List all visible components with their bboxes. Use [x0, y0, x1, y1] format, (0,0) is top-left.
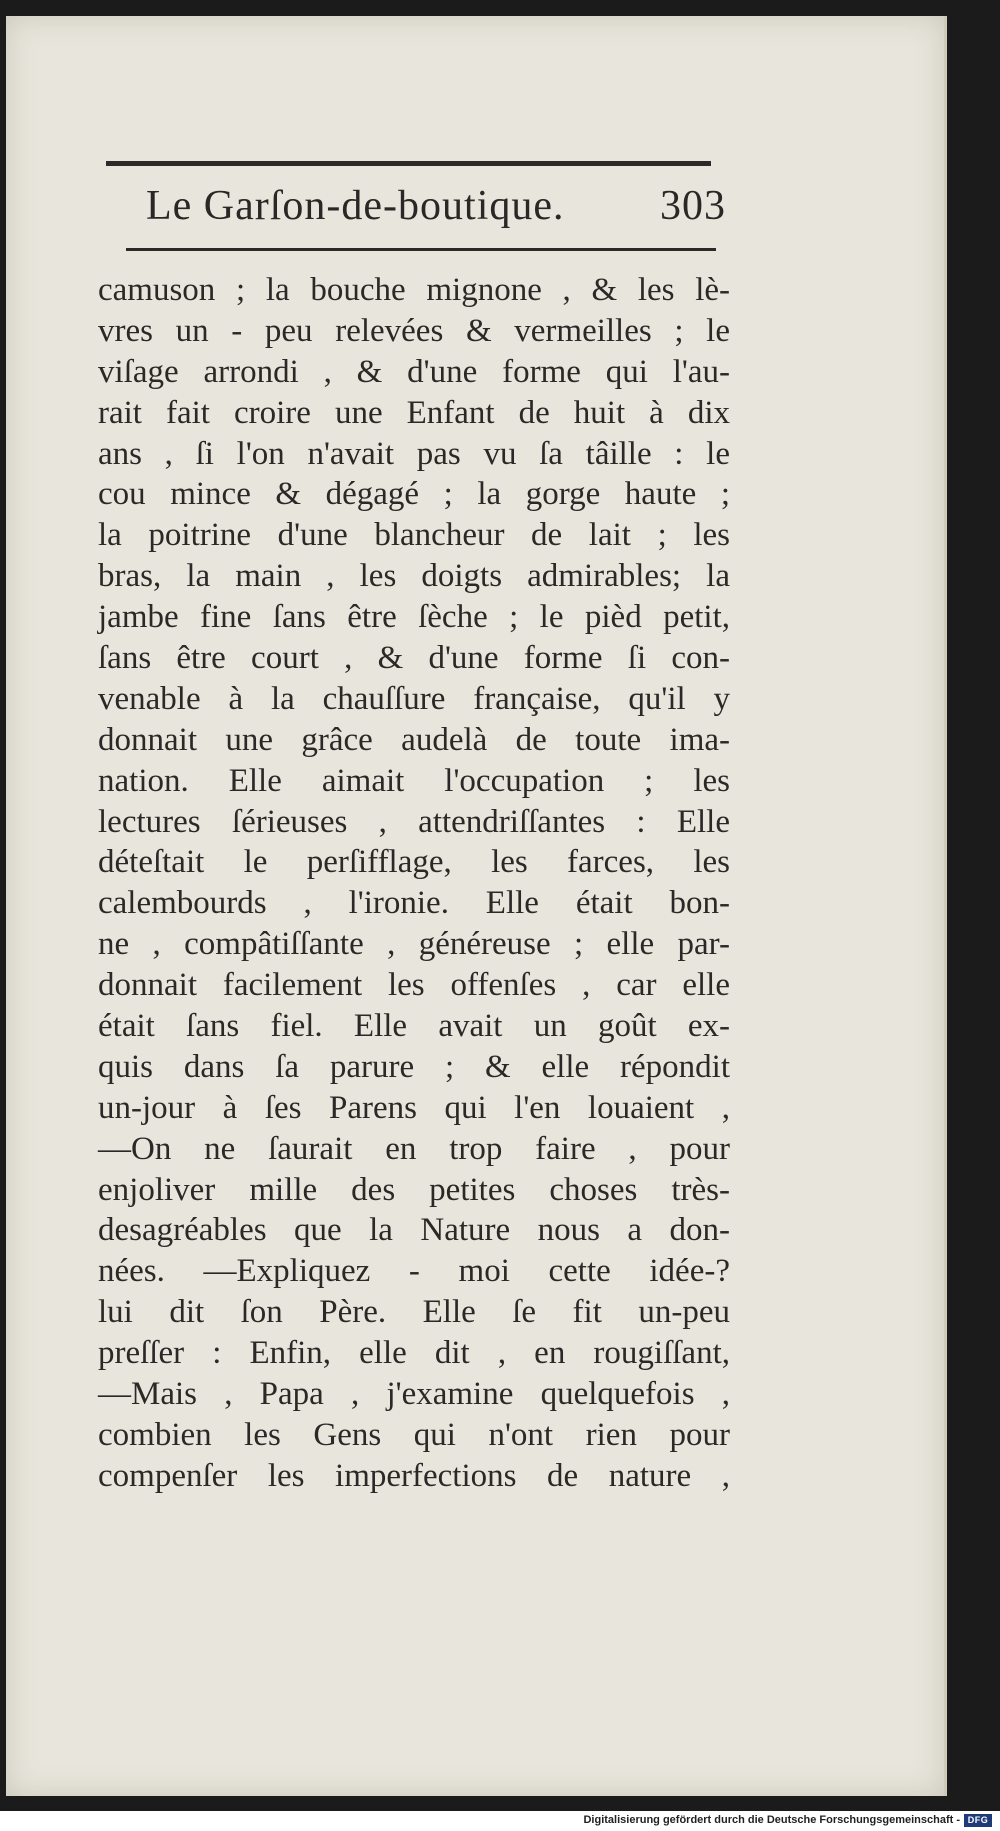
text-line: ans , ſi l'on n'avait pas vu ſa tâille : le — [98, 435, 730, 472]
text-line: calembourds , l'ironie. Elle était bon- — [98, 885, 730, 922]
running-head — [146, 182, 726, 242]
header-rule-top — [106, 161, 711, 166]
text-line: enjoliver mille des petites choses très- — [98, 1171, 730, 1208]
text-line: rait fait croire une Enfant de huit à dix — [98, 394, 730, 431]
text-line: ne , compâtiſſante , généreuse ; elle par- — [98, 926, 730, 963]
text-line: un-jour à ſes Parens qui l'en louaient , — [98, 1089, 730, 1126]
text-line: était ſans fiel. Elle avait un goût ex- — [98, 1008, 730, 1045]
digitization-footer — [0, 1811, 1000, 1831]
text-line: compenſer les imperfections de nature , — [98, 1457, 730, 1494]
text-line: preſſer : Enfin, elle dit , en rougiſſant, — [98, 1335, 730, 1372]
text-line: quis dans ſa parure ; & elle répondit — [98, 1048, 730, 1085]
text-line: combien les Gens qui n'ont rien pour — [98, 1416, 730, 1453]
text-line: donnait facilement les offenſes , car elle — [98, 967, 730, 1004]
text-line: viſage arrondi , & d'une forme qui l'au- — [98, 353, 730, 390]
text-line: —On ne ſaurait en trop faire , pour — [98, 1130, 730, 1167]
text-line: venable à la chauſſure française, qu'il y — [98, 680, 730, 717]
text-line: la poitrine d'une blancheur de lait ; les — [98, 517, 730, 554]
text-line: lectures ſérieuses , attendriſſantes : Elle — [98, 803, 730, 840]
running-title: Le Garſon-de-boutique. — [146, 183, 565, 229]
text-line: nation. Elle aimait l'occupation ; les — [98, 762, 730, 799]
text-line: nées. —Expliquez - moi cette idée-? — [98, 1253, 730, 1290]
text-line: ſans être court , & d'une forme ſi con- — [98, 640, 730, 677]
funding-credit: Digitalisierung gefördert durch die Deutsche Forschungsgemeinschaft - — [583, 1814, 960, 1826]
text-line: desagréables que la Nature nous a don- — [98, 1212, 730, 1249]
text-line: bras, la main , les doigts admirables; la — [98, 558, 730, 595]
text-line: jambe fine ſans être ſèche ; le pièd petit, — [98, 599, 730, 636]
text-line: déteſtait le perſifflage, les farces, les — [98, 844, 730, 881]
text-line: vres un - peu relevées & vermeilles ; le — [98, 312, 730, 349]
text-line: lui dit ſon Père. Elle ſe fit un-peu — [98, 1294, 730, 1331]
body-text — [98, 270, 730, 1497]
dfg-logo: DFG — [964, 1814, 992, 1827]
text-line: —Mais , Papa , j'examine quelquefois , — [98, 1376, 730, 1413]
text-line: camuson ; la bouche mignone , & les lè- — [98, 272, 730, 308]
book-page — [6, 16, 947, 1796]
text-line: donnait une grâce audelà de toute ima- — [98, 721, 730, 758]
header-rule-bottom — [126, 248, 716, 251]
text-line: cou mince & dégagé ; la gorge haute ; — [98, 476, 730, 513]
page-number: 303 — [660, 183, 726, 229]
